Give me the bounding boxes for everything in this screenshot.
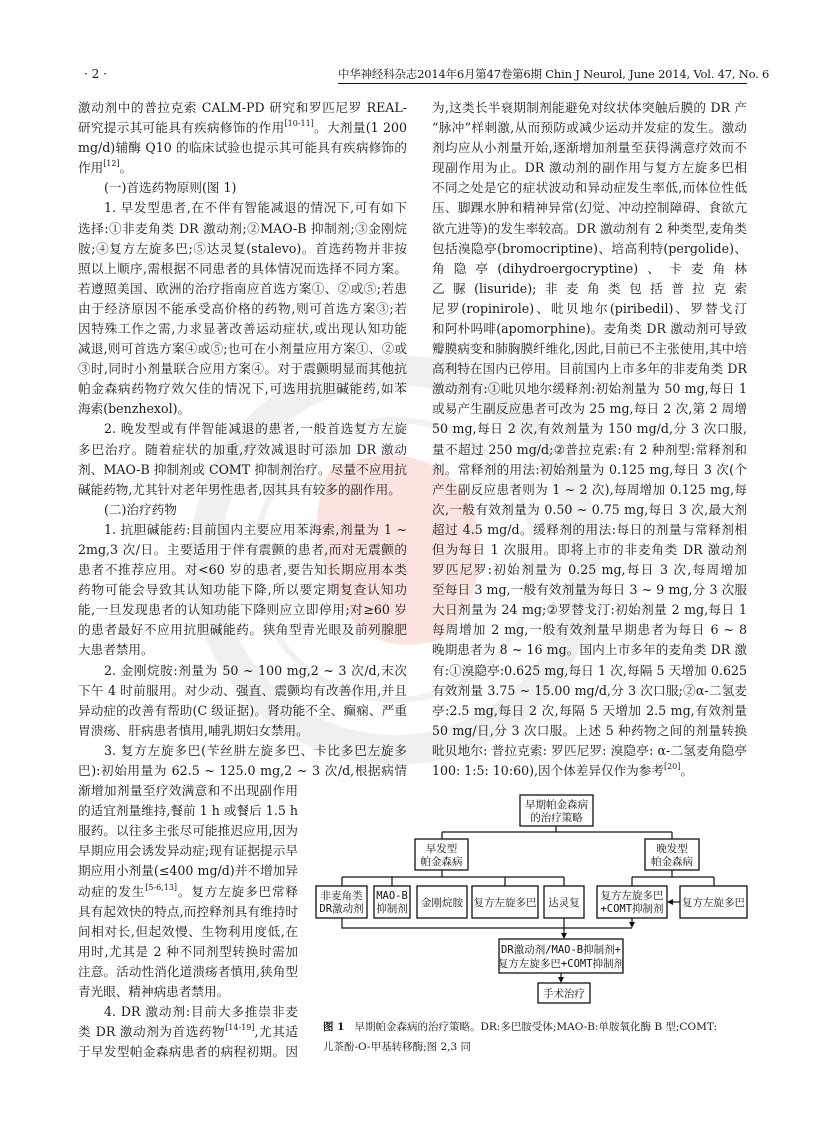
citation-reference: [12] — [103, 159, 120, 169]
svg-text:DR激动剂: DR激动剂 — [319, 903, 364, 915]
text-line: 用时,尤其是 2 种不同剂型转换时需加 — [78, 943, 298, 959]
text-line: 作用[12]。 — [78, 159, 133, 176]
text-line: (一)首选药物原则(图 1) — [104, 180, 237, 196]
text-line: (二)治疗药物 — [104, 501, 177, 517]
page-number: · 2 · — [84, 67, 107, 81]
text-line: 包括溴隐亭(bromocriptine)、培高利特(pergolide)、 — [432, 240, 747, 256]
text-line: 下午 4 时前服用。对少动、强直、震颤均有改善作用,并且 — [78, 682, 407, 698]
text-line: 1. 早发型患者,在不伴有智能减退的情况下,可有如下 — [104, 200, 407, 216]
text-line: 胃溃疡、肝病患者慎用,哺乳期妇女禁用。 — [78, 722, 309, 738]
text-line: 激动剂有:①吡贝地尔缓释剂:初始剂量为 50 mg,每日 1 — [432, 381, 747, 397]
text-line: 若遵照美国、欧洲的治疗指南应首选方案①、②或⑤;若患 — [78, 280, 407, 296]
svg-text:晚发型: 晚发型 — [656, 843, 688, 855]
text-line: 能,一旦发现患者的认知功能下降则应立即停用;对≥60 岁 — [78, 602, 407, 618]
text-line: 间相对长,但起效慢、生物利用度低,在 — [78, 923, 298, 939]
svg-text:+COMT抑制剂: +COMT抑制剂 — [600, 903, 664, 915]
svg-text:金刚烷胺: 金刚烷胺 — [421, 897, 463, 909]
text-line: 吡贝地尔: 普拉克索: 罗匹尼罗: 溴隐亭: α-二氢麦角隐亭 — [432, 742, 747, 758]
text-line: 早期应用会诱发异动症;现有证据提示早 — [78, 843, 298, 859]
text-line: 产生副反应患者则为 1 ~ 2 次),每周增加 0.125 mg,每 — [432, 481, 747, 497]
svg-text:帕金森病: 帕金森病 — [651, 856, 693, 868]
text-line: 或易产生副反应患者可改为 25 mg,每日 2 次,第 2 周增 — [432, 401, 747, 417]
flowchart-node-stalevo — [544, 886, 584, 918]
svg-text:手术治疗: 手术治疗 — [543, 988, 585, 1000]
text-line: 药物可能会导致其认知功能下降,所以要定期复查认知功 — [78, 582, 407, 598]
text-line: 选择:①非麦角类 DR 激动剂;②MAO-B 抑制剂;③金刚烷 — [78, 220, 407, 236]
text-line: “脉冲”样刺激,从而预防或减少运动并发症的发生。激动 — [432, 120, 747, 136]
text-line: 4. DR 激动剂:目前大多推崇非麦 — [104, 1004, 298, 1020]
text-line: 剂、MAO-B 抑制剂或 COMT 抑制剂治疗。尽量不应用抗 — [78, 461, 407, 477]
text-line: 减退,则可首选方案④或⑤;也可在小剂量应用方案①、②或 — [78, 341, 407, 357]
text-line: 青光眼、精神病患者禁用。 — [78, 983, 230, 999]
text-line: 但为每日 1 次服用。即将上市的非麦角类 DR 激动剂 — [432, 541, 747, 557]
flowchart-node-levodopa-comt — [597, 886, 667, 918]
text-line: 1. 抗胆碱能药:目前国内主要应用苯海索,剂量为 1 ~ — [104, 521, 407, 537]
text-line: 胺;④复方左旋多巴;⑤达灵复(stalevo)。首选药物并非按 — [78, 240, 407, 256]
svg-text:抑制剂: 抑制剂 — [376, 903, 408, 915]
text-line: 的适宜剂量维持,餐前 1 h 或餐后 1.5 h — [78, 803, 298, 819]
text-line: 尼罗(ropinirole)、吡贝地尔(piribedil)、罗替戈汀 — [432, 300, 747, 316]
text-line: 类 DR 激动剂为首选药物[14-19],尤其适 — [78, 1023, 298, 1040]
flowchart-node-levodopa-late — [680, 886, 747, 918]
text-line: 海索(benzhexol)。 — [78, 401, 191, 417]
flowchart-node-early-onset — [415, 839, 468, 870]
text-line: 大患者禁用。 — [78, 642, 154, 658]
text-line: 3. 复方左旋多巴(苄丝肼左旋多巴、卡比多巴左旋多 — [104, 742, 407, 758]
text-line: ③时,同时小剂量联合应用方案④。对于震颤明显而其他抗 — [78, 361, 407, 377]
text-line: 多巴治疗。随着症状的加重,疗效减退时可添加 DR 激动 — [78, 441, 407, 457]
text-line: 为,这类长半衰期制剂能避免对纹状体突触后膜的 DR 产 — [432, 100, 747, 115]
text-line: 照以上顺序,需根据不同患者的具体情况而选择不同方案。 — [78, 260, 407, 276]
figure-caption-continued: 儿茶酚-O-甲基转移酶;图 2,3 同 — [323, 1041, 471, 1053]
text-line: 异动症的改善有帮助(C 级证据)。肾功能不全、癫痫、严重 — [78, 702, 407, 718]
svg-text:MAO-B: MAO-B — [376, 890, 408, 902]
text-line: 注意。活动性消化道溃疡者慎用,狭角型 — [78, 963, 298, 979]
citation-reference: [5-6,13] — [145, 882, 178, 892]
text-line: 2mg,3 次/日。主要适用于伴有震颤的患者,而对无震颤的 — [78, 541, 407, 557]
svg-text:DR激动剂/MAO-B抑制剂+: DR激动剂/MAO-B抑制剂+ — [501, 944, 621, 956]
text-line: 欲亢进等)的发生率较高。DR 激动剂有 2 种类型,麦角类 — [432, 220, 747, 236]
text-line: 高利特在国内已停用。目前国内上市多年的非麦角类 DR — [432, 361, 747, 377]
text-line: 由于经济原因不能承受高价格的药物,则可首选方案③;若 — [78, 300, 407, 316]
text-line: 50 mg/日,分 3 次口服。上述 5 种药物之间的剂量转换 — [432, 722, 747, 738]
svg-text:复方左旋多巴: 复方左旋多巴 — [473, 897, 537, 909]
text-line: 剂。常释剂的用法:初始剂量为 0.125 mg,每日 3 次(个 — [432, 461, 747, 477]
flowchart-node-maob-inhibitor — [374, 886, 410, 918]
text-line: 大日剂量为 24 mg;②罗替戈汀:初始剂量 2 mg,每日 1 — [432, 602, 747, 618]
citation-reference: [10-11] — [284, 119, 314, 129]
text-line: 有:①溴隐亭:0.625 mg,每日 1 次,每隔 5 天增加 0.625 — [432, 662, 747, 678]
flowchart-node-combined-therapy — [498, 939, 624, 973]
text-line: 的患者最好不应用抗胆碱能药。狭角型青光眼及前列腺肥 — [78, 622, 407, 638]
text-line: 研究提示其可能具有疾病修饰的作用[10-11]。大剂量(1 200 — [78, 119, 407, 136]
svg-text:的治疗策略: 的治疗策略 — [530, 812, 583, 824]
svg-text:达灵复: 达灵复 — [548, 897, 580, 909]
flowchart-node-non-ergot-dr-agonist — [316, 886, 367, 918]
text-line: 和阿朴吗啡(apomorphine)。麦角类 DR 激动剂可导致 — [432, 320, 747, 336]
citation-reference: [14-19] — [225, 1023, 255, 1033]
text-line: 患者不推荐应用。对<60 岁的患者,要告知长期应用本类 — [78, 562, 407, 578]
text-line: 因特殊工作之需,力求显著改善运动症状,或出现认知功能 — [78, 320, 407, 336]
text-line: 帕金森病药物疗效欠佳的情况下,可选用抗胆碱能药,如苯 — [78, 381, 407, 397]
svg-text:复方左旋多巴: 复方左旋多巴 — [600, 890, 664, 902]
text-line: 角隐亭(dihydroergocryptine)、卡麦角林 — [432, 260, 747, 276]
text-line: 巴):初始用量为 62.5 ~ 125.0 mg,2 ~ 3 次/d,根据病情 — [78, 762, 407, 778]
text-line: 超过 4.5 mg/d。缓释剂的用法:每日的剂量与常释剂相 — [432, 521, 747, 537]
text-line: 50 mg,每日 2 次,有效剂量为 150 mg/d,分 3 次口服, — [432, 421, 747, 437]
text-line: 瓣膜病变和肺胸膜纤维化,因此,目前已不主张使用,其中培 — [432, 341, 747, 357]
text-line: 次,一般有效剂量为 0.50 ~ 0.75 mg,每日 3 次,最大剂 — [432, 501, 747, 517]
text-line: 不同之处是它的症状波动和异动症发生率低,而体位性低 — [432, 180, 747, 196]
flowchart-node-root — [520, 795, 593, 826]
text-line: 期应用小剂量(≤400 mg/d)并不增加异 — [78, 863, 298, 879]
text-line: 亭:2.5 mg,每日 2 次,每隔 5 天增加 2.5 mg,有效剂量 — [432, 702, 747, 718]
text-line: 有效剂量 3.75 ~ 15.00 mg/d,分 3 次口服;②α-二氢麦 — [432, 682, 747, 698]
figure-caption-text: 早期帕金森病的治疗策略。DR:多巴胺受体;MAO-B:单胺氧化酶 B 型;COMT: — [354, 1021, 717, 1033]
text-line: 罗匹尼罗:初始剂量为 0.25 mg,每日 3 次,每周增加 — [432, 562, 747, 578]
text-line: 服药。以往多主张尽可能推迟应用,因为 — [78, 823, 298, 839]
citation-reference: [20] — [663, 761, 681, 771]
text-line: 具有起效快的特点,而控释剂具有维持时 — [78, 903, 298, 919]
text-line: 2. 晚发型或有伴智能减退的患者,一般首选复方左旋 — [104, 421, 407, 437]
svg-text:复方左旋多巴: 复方左旋多巴 — [682, 897, 745, 909]
flowchart-node-amantadine — [417, 886, 467, 918]
flowchart-node-late-onset — [645, 839, 699, 870]
text-line: 量不超过 250 mg/d;②普拉克索:有 2 种剂型:常释剂和 — [432, 441, 747, 457]
text-line: 激动剂中的普拉克索 CALM-PD 研究和罗匹尼罗 REAL- — [78, 100, 407, 115]
svg-text:早期帕金森病: 早期帕金森病 — [525, 799, 588, 811]
text-line: mg/d)辅酶 Q10 的临床试验也提示其可能具有疾病修饰的 — [78, 140, 407, 156]
text-line: 渐增加剂量至疗效满意和不出现副作用 — [78, 783, 298, 799]
svg-text:非麦角类: 非麦角类 — [320, 890, 363, 902]
figure-caption — [323, 1019, 717, 1035]
text-line: 每周增加 2 mg,一般有效剂量早期患者为每日 6 ~ 8 — [432, 622, 747, 638]
text-line: 乙脲(lisuride);非麦角类包括普拉克索 — [432, 280, 747, 296]
text-line: 剂均应从小剂量开始,逐渐增加剂量至获得满意疗效而不 — [432, 140, 747, 156]
svg-text:帕金森病: 帕金森病 — [420, 856, 463, 868]
svg-text:复方左旋多巴+COMT抑制剂: 复方左旋多巴+COMT抑制剂 — [497, 958, 625, 970]
text-line: 动症的发生[5-6,13]。复方左旋多巴常释 — [78, 882, 298, 899]
text-line: 100: 1:5: 10:60),因个体差异仅作为参考[20]。 — [432, 761, 693, 778]
text-line: 至每日 3 mg,一般有效剂量为每日 3 ~ 9 mg,分 3 次服 — [432, 582, 747, 598]
text-line: 2. 金刚烷胺:剂量为 50 ~ 100 mg,2 ~ 3 次/d,末次 — [104, 662, 407, 678]
journal-running-header: 中华神经科杂志2014年6月第47卷第6期 Chin J Neurol, June 2014, Vol. 47, No. 6 — [338, 66, 747, 84]
text-line: 碱能药物,尤其针对老年男性患者,因其具有较多的副作用。 — [78, 481, 401, 497]
text-line: 于早发型帕金森病患者的病程初期。因 — [78, 1044, 298, 1060]
svg-text:早发型: 早发型 — [425, 843, 458, 855]
text-line: 现副作用为止。DR 激动剂的副作用与复方左旋多巴相 — [432, 160, 747, 176]
figure-caption-label: 图 1 — [323, 1021, 345, 1033]
flowchart-node-levodopa — [472, 886, 538, 918]
flowchart-node-surgery — [538, 983, 590, 1003]
text-line: 晚期患者为 8 ~ 16 mg。国内上市多年的麦角类 DR 激 — [432, 642, 747, 658]
text-line: 压、脚踝水肿和精神异常(幻觉、冲动控制障碍、食欲亢 — [432, 200, 747, 216]
